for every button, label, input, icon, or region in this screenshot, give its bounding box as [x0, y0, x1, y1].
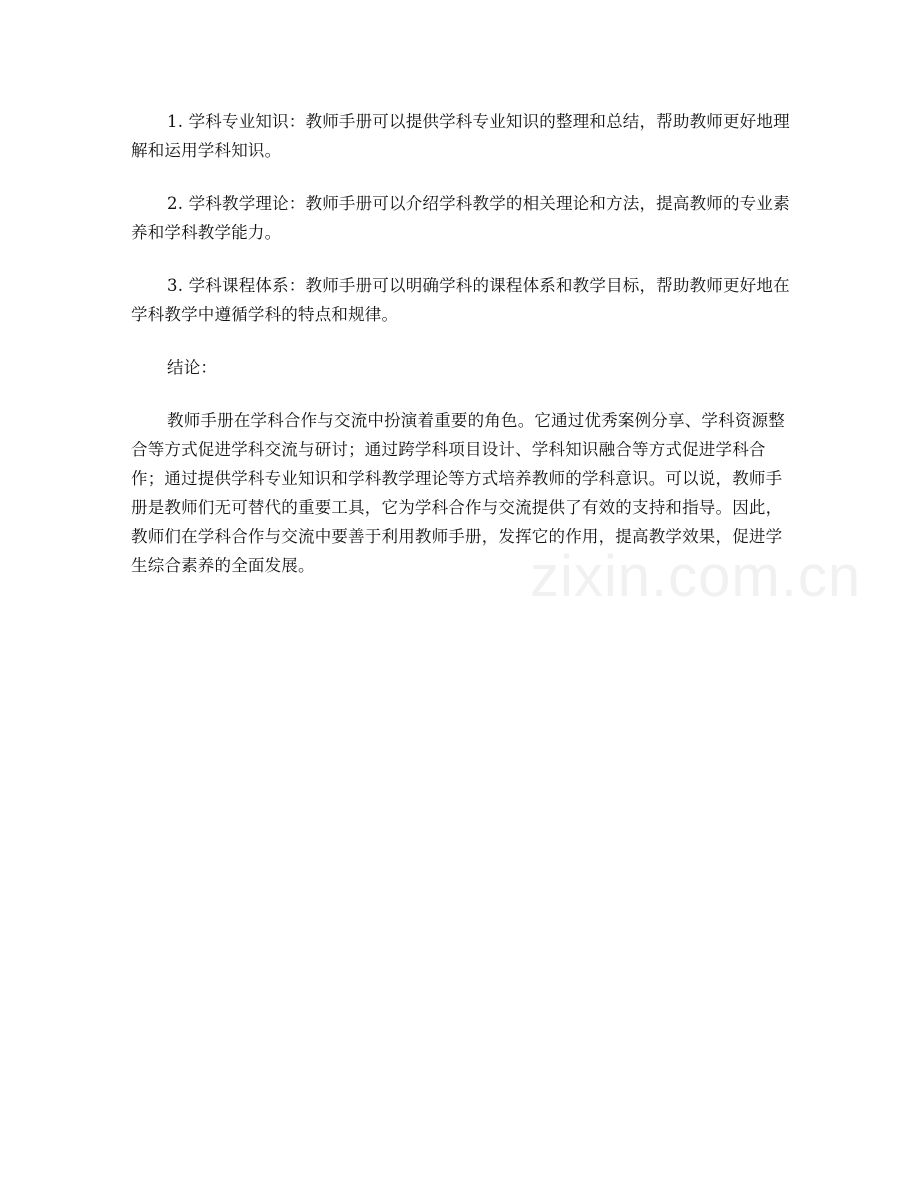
watermark-text: zixin.com.cn: [530, 544, 862, 609]
conclusion-heading: 结论：: [167, 358, 218, 377]
paragraph-subject-knowledge: 1. 学科专业知识：教师手册可以提供学科专业知识的整理和总结，帮助教师更好地理解和运用学科知识。: [131, 112, 790, 160]
document-body: [131, 107, 791, 604]
paragraph-curriculum-system: 3. 学科课程体系：教师手册可以明确学科的课程体系和教学目标，帮助教师更好地在学科教学中遵循学科的特点和规律。: [131, 276, 790, 324]
paragraph-teaching-theory: 2. 学科教学理论：教师手册可以介绍学科教学的相关理论和方法，提高教师的专业素养和学科教学能力。: [131, 194, 790, 242]
paragraph-conclusion: 教师手册在学科合作与交流中扮演着重要的角色。它通过优秀案例分享、学科资源整合等方式促进学科交流与研讨；通过跨学科项目设计、学科知识融合等方式促进学科合作；通过提供学科专业知识和学科教学理论等方式培养教师的学科意识。可以说，教师手册是教师们无可替代的重要工具，它为学科合作与交流提供了有效的支持和指导。因此，教师们在学科合作与交流中要善于利用教师手册，发挥它的作用，提高教学效果，促进学生综合素养的全面发展。: [131, 411, 785, 575]
